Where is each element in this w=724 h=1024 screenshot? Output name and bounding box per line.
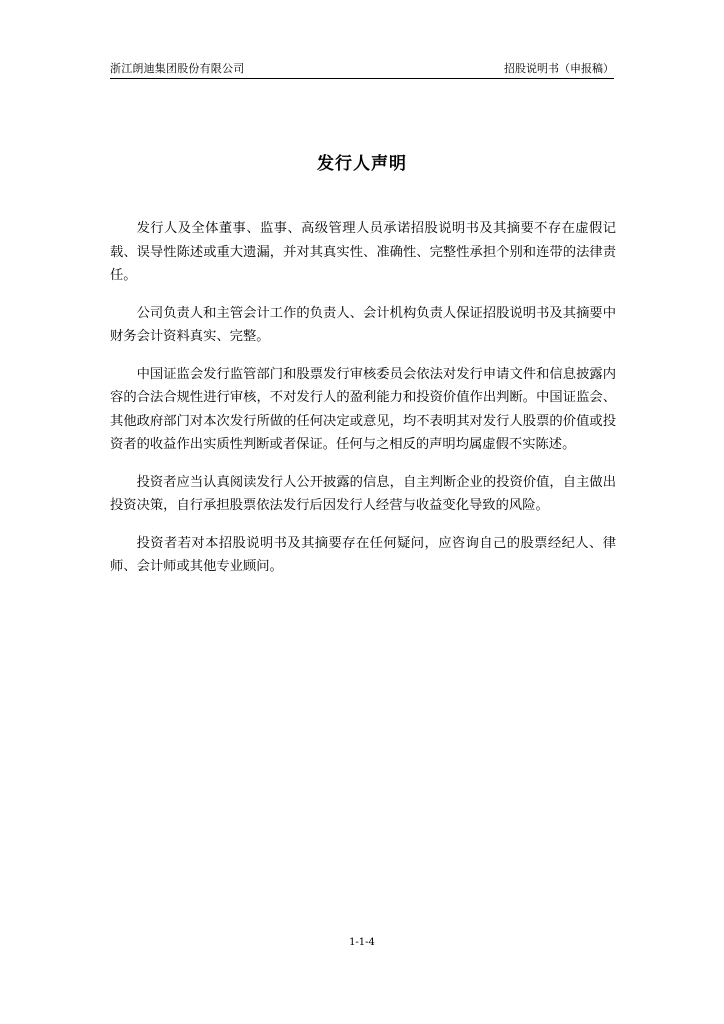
document-type: 招股说明书（申报稿） xyxy=(504,62,614,75)
declaration-body xyxy=(110,217,616,579)
page-header xyxy=(110,58,614,79)
paragraph: 中国证监会发行监管部门和股票发行审核委员会依法对发行申请文件和信息披露内容的合法合规性进行审核，不对发行人的盈利能力和投资价值作出判断。中国证监会、其他政府部门对本次发行所做的任何决定或意见，均不表明其对发行人股票的价值或投资者的收益作出实质性判断或者保证。任何与之相反的声明均属虚假不实陈述。 xyxy=(110,366,616,452)
paragraph: 投资者应当认真阅读发行人公开披露的信息，自主判断企业的投资价值，自主做出投资决策，自行承担股票依法发行后因发行人经营与收益变化导致的风险。 xyxy=(110,474,616,513)
paragraph: 公司负责人和主管会计工作的负责人、会计机构负责人保证招股说明书及其摘要中财务会计资料真实、完整。 xyxy=(110,305,616,344)
paragraph: 投资者若对本招股说明书及其摘要存在任何疑问，应咨询自己的股票经纪人、律师、会计师或其他专业顾问。 xyxy=(110,535,616,574)
company-name: 浙江朗迪集团股份有限公司 xyxy=(110,62,245,75)
paragraph: 发行人及全体董事、监事、高级管理人员承诺招股说明书及其摘要不存在虚假记载、误导性陈述或重大遗漏，并对其真实性、准确性、完整性承担个别和连带的法律责任。 xyxy=(110,221,616,283)
page-title: 发行人声明 xyxy=(317,154,407,174)
page-number: 1-1-4 xyxy=(349,937,375,948)
